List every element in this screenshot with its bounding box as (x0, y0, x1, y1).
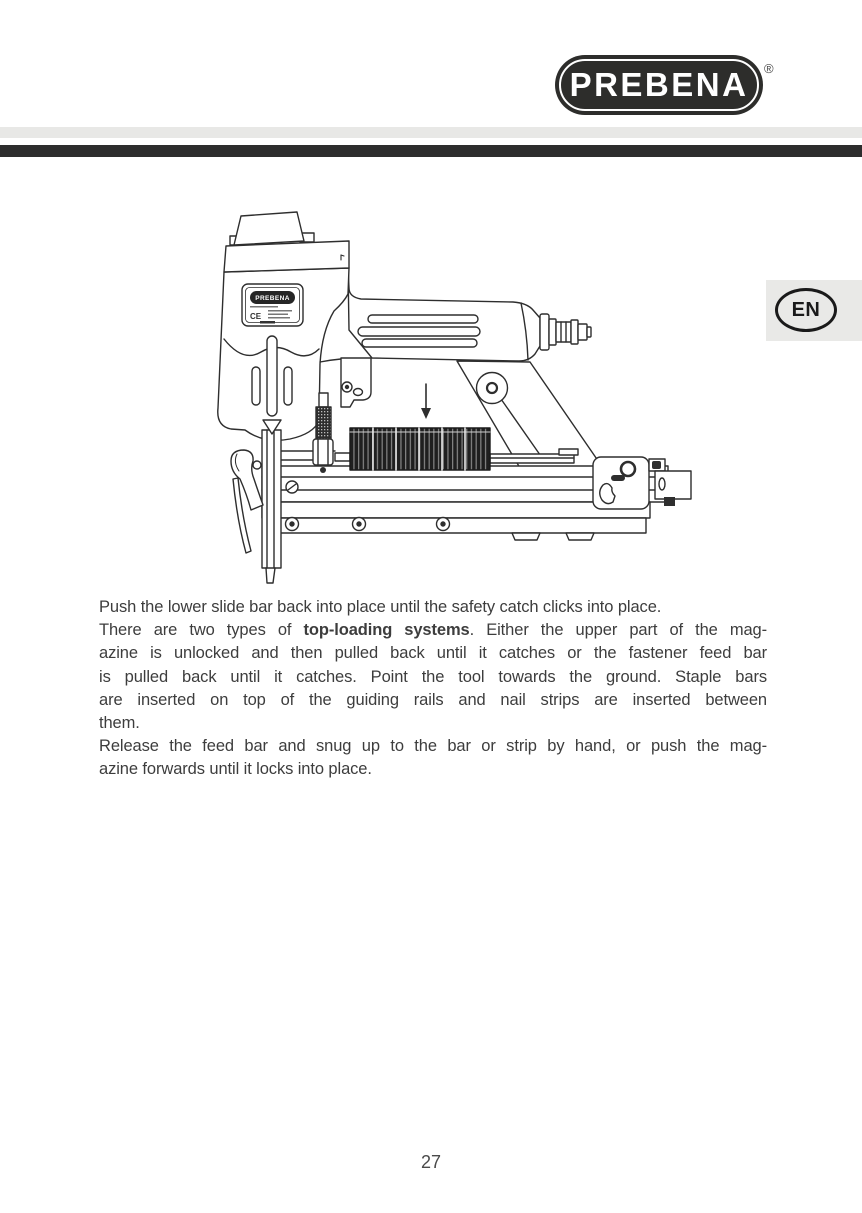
loading-arrow (421, 384, 431, 419)
vent-slot (267, 336, 277, 416)
stapler-illustration (200, 195, 700, 595)
instruction-text (99, 596, 767, 782)
grip-slot (368, 315, 478, 323)
text-line: Push the lower slide bar back into place until the safety catch clicks into place. (99, 598, 662, 616)
trigger-hook (231, 450, 263, 553)
type-label-plate (242, 284, 303, 326)
header-stripe-dark (0, 145, 862, 157)
pivot-screw (477, 373, 508, 404)
text-line: is pulled back until it catches. Point the tool towards the ground. Staple bars (99, 667, 767, 686)
header-stripe-light (0, 127, 862, 138)
vent-slot (252, 367, 260, 405)
logo-text: PREBENA (569, 66, 749, 103)
svg-text:CE: CE (250, 312, 262, 321)
language-badge-label: EN (791, 298, 821, 321)
language-tab (766, 280, 862, 341)
prebena-logo (555, 55, 763, 115)
vent-slot (284, 367, 292, 405)
svg-text:PREBENA: PREBENA (255, 295, 290, 302)
text-line: are inserted on top of the guiding rails and nail strips are inserted between (99, 690, 767, 709)
text-line: azine is unlocked and then pulled back until it catches or the fastener feed bar (99, 644, 767, 663)
magazine-latch (593, 457, 691, 509)
registered-trademark: ® (764, 61, 774, 76)
tool-handle (348, 268, 540, 361)
text-line: There are two types of top-loading systems. Either the upper part of the mag- (99, 621, 768, 640)
grip-slot (358, 327, 480, 336)
grip-slot (362, 339, 477, 347)
staple-strip (350, 428, 490, 470)
text-line: Release the feed bar and snug up to the bar or strip by hand, or push the mag- (99, 737, 767, 756)
nose-plate (262, 430, 281, 583)
text-line: them. (99, 714, 140, 733)
air-fitting (540, 314, 591, 350)
language-badge (775, 288, 837, 332)
page-number: 27 (420, 1152, 442, 1172)
text-line: azine forwards until it locks into place. (99, 760, 372, 779)
